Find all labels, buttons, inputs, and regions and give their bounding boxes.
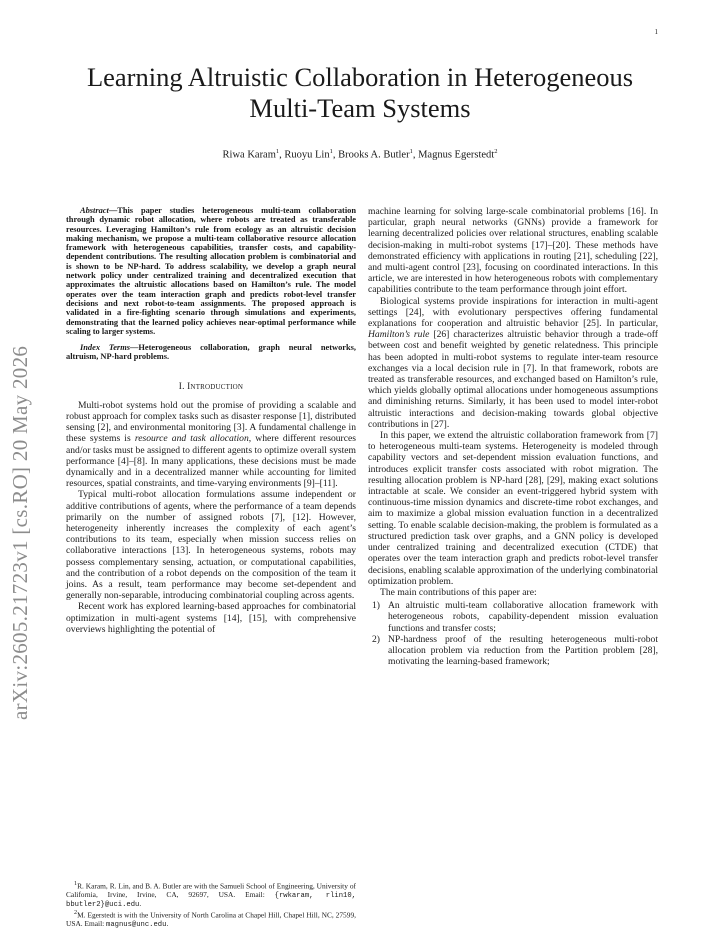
index-terms [66, 343, 356, 362]
index-terms-text: —Heterogeneous collaboration, graph neural networks, altruism, NP-hard problems. [66, 343, 356, 362]
introduction-left-text [66, 400, 356, 635]
index-terms-label: Index Terms [80, 343, 130, 353]
left-column [66, 206, 356, 635]
paragraph-text: [26] characterizes altruistic behavior through a trade-off between cost and benefit weighted by genetic relatedness. This principle has been adopted in multi-robot systems to regulate inter-team resource exchanges via a local decision rule in [7]. In that framework, robots are treated as transferable resources, and exchanged based on Hamilton’s rule, which yields globally optimal allocations under homogeneous assumptions and diminishing returns. Similarly, it has been used to model inter-robot altruistic interactions and decision-making towards global objective contributions in [27]. [368, 329, 658, 430]
author-affiliation-mark: 2 [494, 148, 498, 155]
contribution-item [368, 600, 658, 634]
contribution-item [368, 634, 658, 668]
paragraph-text: The main contributions of this paper are: [380, 586, 537, 598]
abstract [66, 206, 356, 336]
paragraph-text: machine learning for solving large-scale combinatorial problems [16]. In particular, graph neural networks (GNNs) provide a framework for learning decentralized policies over relational structures, enabling scalable decision-making in multi-robot systems [17]–[20]. These methods have demonstrated efficiency with applications in routing [21], scheduling [22], and multi-agent control [23], focusing on coordinated interactions. In this article, we are interested in how heterogeneous robots with complementary capabilities contribute to the team performance through joint effort. [368, 206, 658, 296]
section-heading-introduction: I. Introduction [178, 381, 244, 392]
author-name: Riwa Karam [222, 149, 276, 161]
footnote-mark: 2 [74, 910, 78, 917]
contribution-number: 1) [372, 600, 380, 612]
footnote-text: R. Karam, R. Lin, and B. A. Butler are with the Samueli School of Engineering, University of California, Irvine, Irvine, CA, 92697, USA. Email: [66, 881, 356, 899]
author-name: Ruoyu Lin [284, 149, 330, 161]
author-affiliation-mark: 1 [275, 148, 280, 155]
emphasized-term: Hamilton’s rule [368, 329, 430, 341]
contribution-text: An altruistic multi-team collaborative allocation framework with heterogeneous robots, capability-dependent mission evaluation functions and transfer costs; [388, 600, 658, 634]
author-footnotes [66, 880, 356, 929]
paragraph-text: Multi-robot systems hold out the promise of providing a scalable and robust approach for complex tasks such as disaster response [1], distributed sensing [2], and environmental monitoring [3]. A fundamental challenge in these systems is [66, 399, 356, 445]
paragraph-text: Typical multi-robot allocation formulations assume independent or additive contributions of agents, where the performance of a team depends primarily on the number of assigned robots [7], [12]. However, heterogeneity inherently increases the complexity of each agent’s contributions to its team, especially when mission success relies on collaborative interactions [13]. In heterogeneous systems, robots may possess complementary sensing, actuation, or computational capabilities, and the contribution of a robot depends on the composition of the team it joins. As a result, team performance may become set-dependent and generally non-separable, introducing combinatorial coupling across agents. [66, 489, 356, 602]
author-list: Riwa Karam$^1$, Ruoyu Lin$^1$, Brooks A. Butler$^1$, Magnus Egerstedt$^2$ [222, 148, 498, 161]
contribution-number: 2) [372, 633, 380, 645]
abstract-label: Abstract [80, 206, 109, 215]
contribution-text: NP-hardness proof of the resulting heterogeneous multi-robot allocation problem via reduction from the Partition problem [28], motivating the learning-based framework; [388, 633, 658, 668]
emphasized-term: resource and task allocation [134, 433, 249, 445]
paragraph-text: Recent work has explored learning-based approaches for combinatorial optimization in multi-agent systems [14], [15], with comprehensive overviews highlighting the potential of [66, 601, 356, 635]
body-paragraph [368, 206, 658, 296]
arxiv-identifier-stamp: arXiv:2605.21723v1 [cs.RO] 20 May 2026 [8, 345, 32, 720]
footnote-email: {rwkaram, rlin10, bbutler2}@uci.edu [66, 891, 357, 910]
footnote-mark: 1 [74, 881, 78, 887]
paragraph-text: In this paper, we extend the altruistic collaboration framework from [7] to heterogeneous multi-team systems. Heterogeneity is modeled through capability vectors and set-dependent mission evaluation functions, and introduces explicit transfer costs associated with robot migration. The resulting allocation problem is NP-hard [28], [29], making exact solutions intractable at scale. We consider an event-triggered hybrid system with continuous-time mission dynamics and discrete-time robot exchanges, and aim to maximize a global mission evaluation function in a decentralized setting. To enable scalable decision-making, the problem is formulated as a structured prediction task over graphs, and a GNN policy is developed under centralized training and decentralized execution (CTDE) that operates over the team interaction graph and predicts robot-level transfer decisions, enabling scalable approximation of the underlying combinatorial optimization problem. [368, 430, 658, 587]
body-paragraph [66, 489, 356, 601]
page-number: 1 [654, 28, 658, 36]
contributions-list [368, 600, 658, 667]
right-column [368, 206, 658, 667]
abstract-text: —This paper studies heterogeneous multi-team collaboration through dynamic robot allocation, where robots are treated as transferable resources. Leveraging Hamilton’s rule from ecology as an altruistic decision making mechanism, we propose a multi-team collaborative resource allocation framework with heterogeneous capabilities, transfer costs, and capability-dependent contributions. The resulting allocation problem is combinatorial and is shown to be NP-hard. To address scalability, we develop a graph neural network policy under centralized training and decentralized execution that approximates the altruistic allocations based on Hamilton’s rule. The model operates over the team interaction graph and predicts robot-level transfer decisions and next robot-to-team assignments. The proposed approach is validated in a fire-fighting scenario through simulations and experiments, demonstrating that the learned policy achieves near-optimal performance while scaling to larger systems. [66, 206, 356, 336]
footnote-tail: . [166, 919, 169, 929]
body-paragraph [368, 430, 658, 587]
paper-title: Learning Altruistic Collaboration in Heterogeneous Multi-Team Systems [86, 62, 634, 123]
paragraph-text: Biological systems provide inspirations for interaction in multi-agent settings [24], with evolutionary perspectives offering fundamental explanations for cooperation and altruistic behavior [25]. In particular, [368, 295, 658, 330]
footnote-tail: . [139, 899, 142, 909]
body-paragraph [368, 296, 658, 430]
body-paragraph [368, 587, 658, 598]
author-affiliation-mark: 1 [329, 148, 333, 155]
footnote-text: M. Egerstedt is with the University of North Carolina at Chapel Hill, Chapel Hill, NC, 27599, USA. Email: [66, 910, 356, 929]
footnote [66, 909, 356, 929]
paragraph-text: , where different resources and/or tasks must be assigned to different agents to optimize overall system performance [4]–[8]. In many applications, these decisions must be made dynamically and in a decentralized manner while accounting for limited resources, spatial constraints, and time-varying environments [9]–[11]. [66, 433, 356, 490]
author-name: Magnus Egerstedt [418, 149, 495, 161]
body-paragraph [66, 601, 356, 635]
footnote [66, 880, 356, 909]
author-affiliation-mark: 1 [409, 148, 413, 155]
footnote-email: magnus@unc.edu [106, 921, 167, 930]
body-paragraph [66, 400, 356, 490]
author-name: Brooks A. Butler [338, 149, 410, 161]
introduction-right-text [368, 206, 658, 598]
